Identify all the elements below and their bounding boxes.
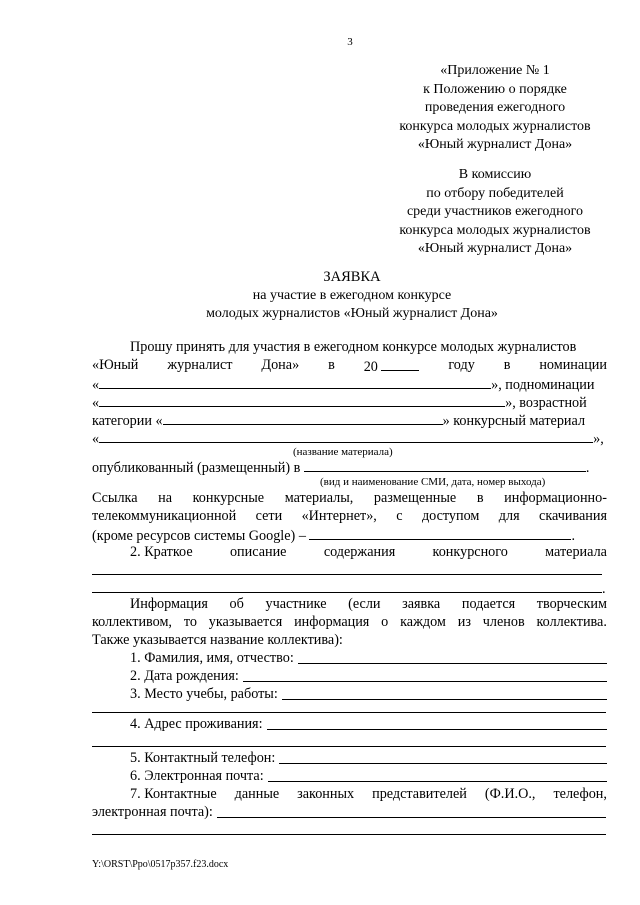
request-line-1: Прошу принять для участия в ежегодном конкурсе молодых журналистов — [130, 339, 577, 355]
word: в — [503, 357, 511, 373]
representatives-line-1: 7. Контактные данные законных представителей (Ф.И.О., телефон, — [130, 786, 607, 802]
representatives-line-2: электронная почта): — [92, 804, 606, 821]
addressee-line: по отбору победителей — [426, 185, 564, 201]
published-line: опубликованный (размещенный) в . — [92, 460, 590, 476]
field-row-email: 6. Электронная почта: — [130, 768, 607, 785]
file-path-footer: Y:\ORST\Ppo\0517p357.f23.docx — [92, 859, 229, 870]
addressee-line: среди участников ежегодного — [406, 204, 584, 220]
link-line-2: телекоммуникационной сети «Интернет», с доступом для скачивания — [92, 508, 607, 524]
media-field[interactable] — [304, 458, 586, 472]
birth-date-field[interactable] — [243, 668, 607, 682]
address-field[interactable] — [267, 716, 607, 730]
request-line-4: « », возрастной — [92, 395, 587, 411]
study-work-field[interactable] — [282, 686, 607, 700]
info-line-3: Также указывается название коллектива): — [92, 632, 343, 648]
link-field[interactable] — [309, 526, 571, 540]
field-row-birth: 2. Дата рождения: — [130, 668, 607, 685]
subtitle-line: на участие в ежегодном конкурсе — [252, 288, 452, 303]
field-row-address: 4. Адрес проживания: — [130, 716, 607, 733]
address-field-2[interactable] — [92, 746, 606, 747]
link-line-1: Ссылка на конкурсные материалы, размещенные в информационно- — [92, 490, 607, 506]
info-line-2: коллективом, то указывается информация о каждом из членов коллектива. — [92, 614, 607, 630]
summary-field-1[interactable] — [92, 574, 602, 575]
material-title-field[interactable] — [99, 429, 593, 443]
addressee-block — [370, 166, 620, 259]
representatives-field-2[interactable] — [92, 834, 606, 835]
annex-line: к Положению о порядке — [423, 81, 567, 97]
link-line-3: (кроме ресурсов системы Google) – . — [92, 528, 576, 544]
annex-line: проведения ежегодного — [424, 100, 566, 116]
phone-field[interactable] — [279, 750, 607, 764]
study-work-field-2[interactable] — [92, 712, 606, 713]
request-line-2 — [92, 357, 607, 374]
email-field[interactable] — [268, 768, 607, 782]
year-group — [364, 357, 420, 374]
word: номинации — [539, 357, 607, 373]
name-field[interactable] — [298, 650, 607, 664]
summary-field-2[interactable] — [92, 579, 602, 593]
caption-media: (вид и наименование СМИ, дата, номер выхода) — [320, 476, 546, 488]
field-row-name: 1. Фамилия, имя, отчество: — [130, 650, 607, 667]
word: году — [448, 357, 475, 373]
annex-line: «Юный журналист Дона» — [417, 137, 573, 153]
document-title: ЗАЯВКА — [323, 269, 381, 285]
page-number: 3 — [347, 36, 353, 48]
addressee-line: В комиссию — [458, 167, 532, 182]
addressee-line: «Юный журналист Дона» — [417, 241, 573, 257]
annex-header — [370, 62, 620, 155]
word: в — [328, 357, 335, 373]
annex-line: конкурса молодых журналистов — [399, 118, 591, 134]
request-line-6: « », — [92, 431, 604, 447]
field-row-study: 3. Место учебы, работы: — [130, 686, 607, 703]
word: Дона» — [261, 357, 300, 373]
addressee-line: конкурса молодых журналистов — [399, 222, 591, 238]
subtitle-line: молодых журналистов «Юный журналист Дона» — [206, 305, 498, 321]
representatives-field[interactable] — [217, 804, 606, 818]
caption-material: (название материала) — [293, 446, 393, 458]
year-field[interactable] — [381, 357, 419, 371]
request-line-3: « », подноминации — [92, 377, 595, 393]
annex-line: «Приложение № 1 — [440, 63, 550, 78]
document-subtitle — [120, 287, 584, 322]
subnomination-field[interactable] — [99, 393, 505, 407]
word: «Юный — [92, 357, 139, 373]
age-category-field[interactable] — [163, 411, 443, 425]
summary-line: 2. Краткое описание содержания конкурсного материала — [130, 544, 607, 560]
summary-line-2: . — [92, 579, 607, 596]
word: 20 — [363, 359, 378, 375]
request-line-5: категории « » конкурсный материал — [92, 413, 586, 429]
word: журналист — [167, 357, 233, 373]
field-row-phone: 5. Контактный телефон: — [130, 750, 607, 767]
nomination-field[interactable] — [99, 375, 491, 389]
info-line-1: Информация об участнике (если заявка подается творческим — [130, 596, 607, 612]
